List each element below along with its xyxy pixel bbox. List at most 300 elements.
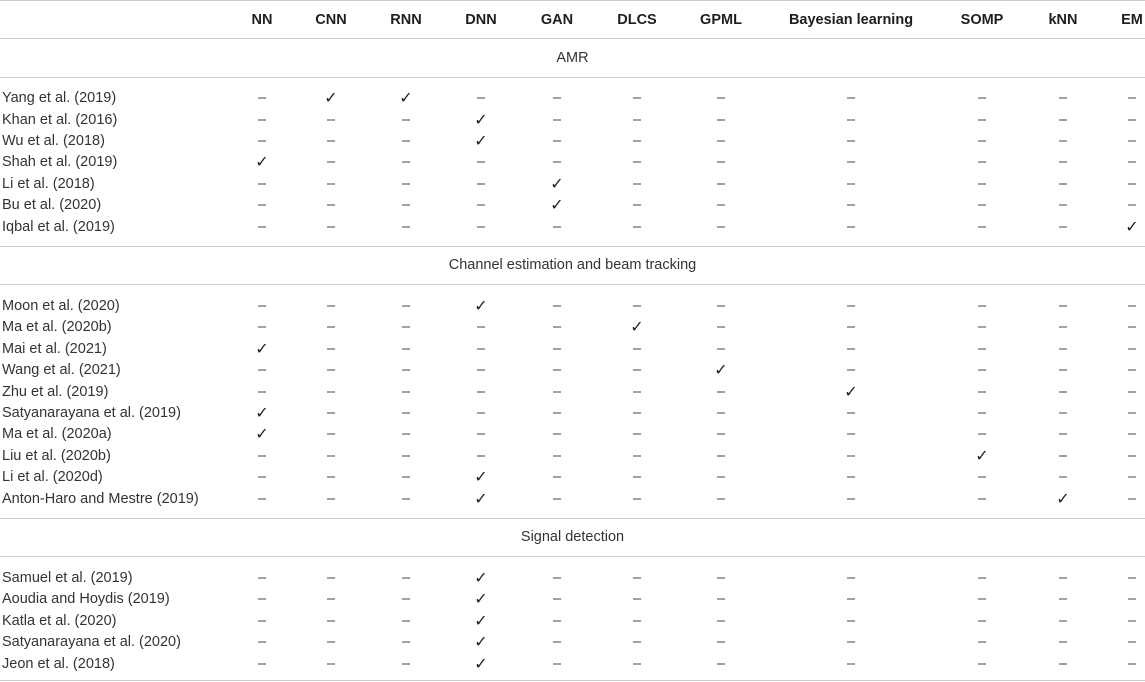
table-row <box>0 589 1145 610</box>
dash-mark: – <box>846 404 856 421</box>
dash-mark: – <box>1127 383 1137 400</box>
column-header: CNN <box>315 11 347 28</box>
check-mark: ✓ <box>474 655 488 673</box>
dash-mark: – <box>1127 490 1137 507</box>
column-header: kNN <box>1048 11 1078 28</box>
dash-mark: – <box>632 132 642 149</box>
dash-mark: – <box>326 154 336 171</box>
dash-mark: – <box>846 655 856 672</box>
dash-mark: – <box>1127 319 1137 336</box>
dash-mark: – <box>1058 383 1068 400</box>
table-row <box>0 130 1145 151</box>
column-header: Bayesian learning <box>788 11 914 28</box>
table-row <box>0 653 1145 674</box>
dash-mark: – <box>1058 634 1068 651</box>
dash-mark: – <box>476 383 486 400</box>
dash-mark: – <box>476 175 486 192</box>
dash-mark: – <box>401 404 411 421</box>
dash-mark: – <box>326 469 336 486</box>
dash-mark: – <box>716 469 726 486</box>
table-header-row <box>0 0 1145 39</box>
dash-mark: – <box>476 362 486 379</box>
dash-mark: – <box>977 90 987 107</box>
table-row <box>0 567 1145 588</box>
dash-mark: – <box>977 132 987 149</box>
check-mark: ✓ <box>474 111 488 129</box>
table-row <box>0 338 1145 359</box>
dash-mark: – <box>552 218 562 235</box>
dash-mark: – <box>552 90 562 107</box>
check-mark: ✓ <box>844 383 858 401</box>
dash-mark: – <box>326 447 336 464</box>
dash-mark: – <box>326 612 336 629</box>
dash-mark: – <box>257 175 267 192</box>
check-mark: ✓ <box>630 319 644 337</box>
dash-mark: – <box>401 469 411 486</box>
dash-mark: – <box>1127 447 1137 464</box>
dash-mark: – <box>1127 111 1137 128</box>
table-row <box>0 402 1145 423</box>
dash-mark: – <box>632 447 642 464</box>
dash-mark: – <box>977 175 987 192</box>
row-reference: Li et al. (2020d) <box>2 469 103 486</box>
dash-mark: – <box>552 655 562 672</box>
dash-mark: – <box>1127 634 1137 651</box>
dash-mark: – <box>476 154 486 171</box>
dash-mark: – <box>846 634 856 651</box>
check-mark: ✓ <box>255 404 269 422</box>
dash-mark: – <box>632 404 642 421</box>
check-mark: ✓ <box>474 634 488 652</box>
table-row <box>0 632 1145 653</box>
dash-mark: – <box>401 569 411 586</box>
dash-mark: – <box>977 490 987 507</box>
dash-mark: – <box>257 362 267 379</box>
dash-mark: – <box>1058 90 1068 107</box>
row-reference: Zhu et al. (2019) <box>2 383 109 400</box>
dash-mark: – <box>1127 612 1137 629</box>
dash-mark: – <box>326 655 336 672</box>
dash-mark: – <box>1127 340 1137 357</box>
dash-mark: – <box>846 297 856 314</box>
dash-mark: – <box>846 218 856 235</box>
dash-mark: – <box>401 218 411 235</box>
dash-mark: – <box>977 383 987 400</box>
dash-mark: – <box>552 469 562 486</box>
check-mark: ✓ <box>474 612 488 630</box>
dash-mark: – <box>401 655 411 672</box>
dash-mark: – <box>326 569 336 586</box>
row-reference: Shah et al. (2019) <box>2 154 118 171</box>
dash-mark: – <box>401 426 411 443</box>
dash-mark: – <box>476 340 486 357</box>
dash-mark: – <box>716 218 726 235</box>
dash-mark: – <box>552 319 562 336</box>
dash-mark: – <box>716 404 726 421</box>
dash-mark: – <box>552 426 562 443</box>
dash-mark: – <box>401 132 411 149</box>
dash-mark: – <box>552 297 562 314</box>
dash-mark: – <box>552 132 562 149</box>
dash-mark: – <box>552 569 562 586</box>
dash-mark: – <box>632 197 642 214</box>
dash-mark: – <box>257 490 267 507</box>
column-header: EM <box>1121 11 1143 28</box>
row-reference: Liu et al. (2020b) <box>2 447 111 464</box>
dash-mark: – <box>552 154 562 171</box>
column-header: SOMP <box>960 11 1004 28</box>
dash-mark: – <box>326 404 336 421</box>
dash-mark: – <box>1058 175 1068 192</box>
column-header: NN <box>251 11 273 28</box>
column-header: GPML <box>700 11 742 28</box>
dash-mark: – <box>977 634 987 651</box>
check-mark: ✓ <box>474 569 488 587</box>
dash-mark: – <box>1058 404 1068 421</box>
section-heading: Signal detection <box>0 518 1145 557</box>
row-reference: Khan et al. (2016) <box>2 111 118 128</box>
dash-mark: – <box>716 340 726 357</box>
dash-mark: – <box>476 218 486 235</box>
dash-mark: – <box>1127 132 1137 149</box>
dash-mark: – <box>1127 426 1137 443</box>
dash-mark: – <box>846 362 856 379</box>
dash-mark: – <box>552 404 562 421</box>
check-mark: ✓ <box>975 447 989 465</box>
dash-mark: – <box>716 591 726 608</box>
dash-mark: – <box>1127 591 1137 608</box>
dash-mark: – <box>476 426 486 443</box>
dash-mark: – <box>977 154 987 171</box>
dash-mark: – <box>401 634 411 651</box>
table-row <box>0 216 1145 237</box>
dash-mark: – <box>401 362 411 379</box>
dash-mark: – <box>1058 612 1068 629</box>
dash-mark: – <box>1127 175 1137 192</box>
dash-mark: – <box>716 297 726 314</box>
section-heading: Channel estimation and beam tracking <box>0 246 1145 285</box>
dash-mark: – <box>716 175 726 192</box>
dash-mark: – <box>401 319 411 336</box>
dash-mark: – <box>977 426 987 443</box>
row-reference: Katla et al. (2020) <box>2 612 117 629</box>
check-mark: ✓ <box>550 175 564 193</box>
dash-mark: – <box>1058 447 1068 464</box>
dash-mark: – <box>846 154 856 171</box>
dash-mark: – <box>257 447 267 464</box>
dash-mark: – <box>716 426 726 443</box>
section-heading: AMR <box>0 39 1145 78</box>
dash-mark: – <box>326 197 336 214</box>
dash-mark: – <box>1127 90 1137 107</box>
dash-mark: – <box>326 132 336 149</box>
dash-mark: – <box>632 297 642 314</box>
dash-mark: – <box>552 362 562 379</box>
dash-mark: – <box>257 469 267 486</box>
dash-mark: – <box>977 612 987 629</box>
dash-mark: – <box>1127 569 1137 586</box>
row-reference: Jeon et al. (2018) <box>2 655 115 672</box>
dash-mark: – <box>632 634 642 651</box>
dash-mark: – <box>401 297 411 314</box>
table-row <box>0 467 1145 488</box>
check-mark: ✓ <box>474 490 488 508</box>
table-row <box>0 173 1145 194</box>
check-mark: ✓ <box>474 132 488 150</box>
dash-mark: – <box>326 362 336 379</box>
dash-mark: – <box>326 383 336 400</box>
row-reference: Ma et al. (2020a) <box>2 426 112 443</box>
column-header: DLCS <box>617 11 657 28</box>
check-mark: ✓ <box>714 362 728 380</box>
dash-mark: – <box>846 197 856 214</box>
check-mark: ✓ <box>324 90 338 108</box>
dash-mark: – <box>846 340 856 357</box>
dash-mark: – <box>552 111 562 128</box>
dash-mark: – <box>632 490 642 507</box>
dash-mark: – <box>1127 362 1137 379</box>
row-reference: Anton-Haro and Mestre (2019) <box>2 490 199 507</box>
dash-mark: – <box>1058 569 1068 586</box>
dash-mark: – <box>632 569 642 586</box>
dash-mark: – <box>846 426 856 443</box>
dash-mark: – <box>632 469 642 486</box>
dash-mark: – <box>632 154 642 171</box>
dash-mark: – <box>326 426 336 443</box>
dash-mark: – <box>632 655 642 672</box>
dash-mark: – <box>1058 340 1068 357</box>
dash-mark: – <box>326 490 336 507</box>
row-reference: Satyanarayana et al. (2020) <box>2 634 181 651</box>
table-row <box>0 488 1145 509</box>
dash-mark: – <box>257 218 267 235</box>
dash-mark: – <box>977 404 987 421</box>
table-row <box>0 381 1145 402</box>
dash-mark: – <box>257 319 267 336</box>
table-row <box>0 152 1145 173</box>
dash-mark: – <box>1058 218 1068 235</box>
dash-mark: – <box>977 469 987 486</box>
column-header: RNN <box>390 11 422 28</box>
row-reference: Mai et al. (2021) <box>2 340 107 357</box>
table-row <box>0 445 1145 466</box>
check-mark: ✓ <box>255 426 269 444</box>
table-row <box>0 195 1145 216</box>
dash-mark: – <box>716 383 726 400</box>
dash-mark: – <box>632 426 642 443</box>
check-mark: ✓ <box>474 591 488 609</box>
dash-mark: – <box>716 111 726 128</box>
dash-mark: – <box>1058 591 1068 608</box>
dash-mark: – <box>632 111 642 128</box>
dash-mark: – <box>257 111 267 128</box>
dash-mark: – <box>632 383 642 400</box>
dash-mark: – <box>977 340 987 357</box>
dash-mark: – <box>401 197 411 214</box>
dash-mark: – <box>257 655 267 672</box>
dash-mark: – <box>257 90 267 107</box>
dash-mark: – <box>716 655 726 672</box>
dash-mark: – <box>846 319 856 336</box>
row-reference: Bu et al. (2020) <box>2 197 102 214</box>
dash-mark: – <box>257 591 267 608</box>
table-row <box>0 360 1145 381</box>
dash-mark: – <box>716 90 726 107</box>
dash-mark: – <box>476 447 486 464</box>
dash-mark: – <box>401 340 411 357</box>
check-mark: ✓ <box>474 469 488 487</box>
table-row <box>0 109 1145 130</box>
dash-mark: – <box>552 447 562 464</box>
dash-mark: – <box>476 404 486 421</box>
dash-mark: – <box>846 469 856 486</box>
dash-mark: – <box>977 569 987 586</box>
table-bottom-rule <box>0 680 1145 681</box>
dash-mark: – <box>632 362 642 379</box>
dash-mark: – <box>1058 319 1068 336</box>
dash-mark: – <box>326 218 336 235</box>
dash-mark: – <box>1058 197 1068 214</box>
dash-mark: – <box>552 383 562 400</box>
dash-mark: – <box>632 218 642 235</box>
table-row <box>0 317 1145 338</box>
dash-mark: – <box>401 612 411 629</box>
dash-mark: – <box>716 319 726 336</box>
table-row <box>0 295 1145 316</box>
dash-mark: – <box>1058 297 1068 314</box>
dash-mark: – <box>1127 154 1137 171</box>
dash-mark: – <box>716 612 726 629</box>
dash-mark: – <box>326 591 336 608</box>
dash-mark: – <box>326 634 336 651</box>
dash-mark: – <box>716 447 726 464</box>
dash-mark: – <box>846 447 856 464</box>
table-row <box>0 88 1145 109</box>
check-mark: ✓ <box>255 154 269 172</box>
row-reference: Satyanarayana et al. (2019) <box>2 404 181 421</box>
dash-mark: – <box>1058 154 1068 171</box>
dash-mark: – <box>1058 111 1068 128</box>
dash-mark: – <box>401 175 411 192</box>
dash-mark: – <box>1127 297 1137 314</box>
dash-mark: – <box>977 362 987 379</box>
dash-mark: – <box>552 591 562 608</box>
dash-mark: – <box>977 655 987 672</box>
dash-mark: – <box>326 175 336 192</box>
row-reference: Moon et al. (2020) <box>2 297 120 314</box>
row-reference: Wang et al. (2021) <box>2 362 121 379</box>
dash-mark: – <box>401 490 411 507</box>
row-reference: Iqbal et al. (2019) <box>2 218 115 235</box>
dash-mark: – <box>401 591 411 608</box>
row-reference: Yang et al. (2019) <box>2 90 117 107</box>
dash-mark: – <box>257 383 267 400</box>
dash-mark: – <box>977 111 987 128</box>
dash-mark: – <box>1127 655 1137 672</box>
dash-mark: – <box>552 340 562 357</box>
dash-mark: – <box>977 297 987 314</box>
column-header: GAN <box>540 11 574 28</box>
dash-mark: – <box>326 340 336 357</box>
dash-mark: – <box>401 447 411 464</box>
dash-mark: – <box>846 591 856 608</box>
dash-mark: – <box>257 132 267 149</box>
row-reference: Li et al. (2018) <box>2 175 95 192</box>
dash-mark: – <box>632 90 642 107</box>
dash-mark: – <box>716 132 726 149</box>
row-reference: Samuel et al. (2019) <box>2 569 133 586</box>
dash-mark: – <box>326 297 336 314</box>
dash-mark: – <box>257 612 267 629</box>
dash-mark: – <box>552 634 562 651</box>
dash-mark: – <box>977 218 987 235</box>
dash-mark: – <box>846 612 856 629</box>
dash-mark: – <box>977 197 987 214</box>
dash-mark: – <box>326 111 336 128</box>
dash-mark: – <box>476 197 486 214</box>
row-reference: Aoudia and Hoydis (2019) <box>2 591 170 608</box>
dash-mark: – <box>846 569 856 586</box>
dash-mark: – <box>1127 404 1137 421</box>
dash-mark: – <box>716 634 726 651</box>
table-row <box>0 610 1145 631</box>
dash-mark: – <box>716 154 726 171</box>
row-reference: Ma et al. (2020b) <box>2 319 112 336</box>
dash-mark: – <box>716 197 726 214</box>
dash-mark: – <box>476 90 486 107</box>
check-mark: ✓ <box>1125 218 1139 236</box>
dash-mark: – <box>1127 197 1137 214</box>
dash-mark: – <box>632 612 642 629</box>
dash-mark: – <box>846 132 856 149</box>
dash-mark: – <box>716 490 726 507</box>
dash-mark: – <box>257 297 267 314</box>
dash-mark: – <box>1058 469 1068 486</box>
check-mark: ✓ <box>1056 490 1070 508</box>
dash-mark: – <box>1058 655 1068 672</box>
dash-mark: – <box>846 90 856 107</box>
dash-mark: – <box>326 319 336 336</box>
dash-mark: – <box>401 383 411 400</box>
dash-mark: – <box>1127 469 1137 486</box>
dash-mark: – <box>401 154 411 171</box>
column-header: DNN <box>465 11 497 28</box>
dash-mark: – <box>716 569 726 586</box>
row-reference: Wu et al. (2018) <box>2 132 105 149</box>
check-mark: ✓ <box>550 197 564 215</box>
dash-mark: – <box>1058 132 1068 149</box>
dash-mark: – <box>257 197 267 214</box>
dash-mark: – <box>846 111 856 128</box>
dash-mark: – <box>257 634 267 651</box>
table-row <box>0 424 1145 445</box>
dash-mark: – <box>977 591 987 608</box>
dash-mark: – <box>632 175 642 192</box>
check-mark: ✓ <box>399 90 413 108</box>
dash-mark: – <box>552 612 562 629</box>
dash-mark: – <box>401 111 411 128</box>
dash-mark: – <box>632 340 642 357</box>
dash-mark: – <box>476 319 486 336</box>
dash-mark: – <box>846 490 856 507</box>
dash-mark: – <box>552 490 562 507</box>
check-mark: ✓ <box>255 340 269 358</box>
check-mark: ✓ <box>474 297 488 315</box>
dash-mark: – <box>257 569 267 586</box>
dash-mark: – <box>1058 426 1068 443</box>
dash-mark: – <box>977 319 987 336</box>
dash-mark: – <box>1058 362 1068 379</box>
